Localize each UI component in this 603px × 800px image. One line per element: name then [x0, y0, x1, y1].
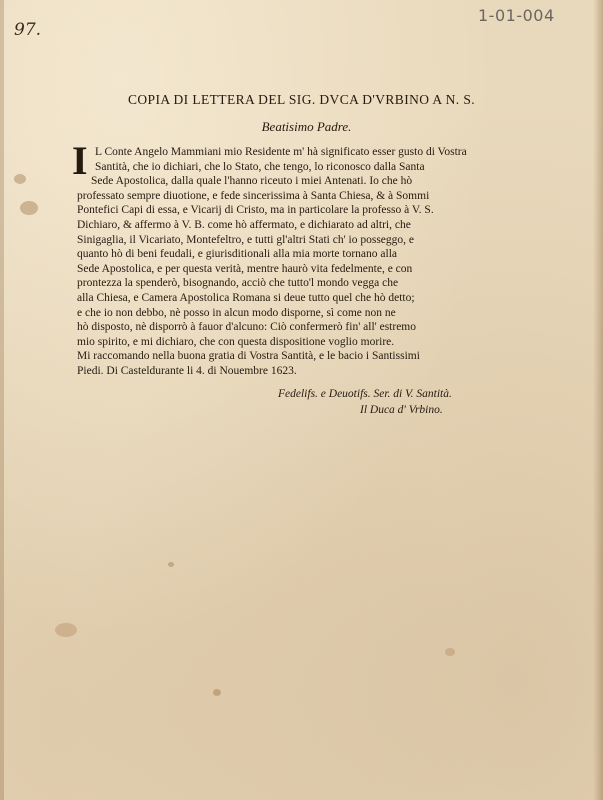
drop-cap: I: [72, 138, 88, 183]
archive-number: 1-01-004: [478, 6, 555, 25]
body-line: professato sempre diuotione, e fede sincerissima à Santa Chiesa, & à Sommi: [77, 189, 430, 202]
closing-line-2: Il Duca d' Vrbino.: [360, 404, 443, 416]
body-line: Sede Apostolica, e per questa verità, mentre haurò vita fedelmente, e con: [77, 262, 413, 275]
body-line: Pontefici Capi di essa, e Vicarij di Cristo, ma in particolare la professo à V. S.: [77, 204, 434, 217]
body-line: Sede Apostolica, dalla quale l'hanno riceuto i miei Antenati. Io che hò: [91, 175, 413, 188]
document-heading: COPIA DI LETTERA DEL SIG. DVCA D'VRBINO A N. S.: [128, 92, 475, 107]
foxing-stain: [213, 689, 221, 696]
body-line: Piedi. Di Casteldurante li 4. di Nouembre 1623.: [77, 364, 297, 377]
body-line: hò disposto, nè disporrò à fauor d'alcuno: Ciò confermerò fin' all' estremo: [77, 321, 416, 334]
foxing-stain: [445, 648, 455, 656]
foxing-stain: [14, 174, 26, 184]
letter-body: [77, 145, 529, 379]
foxing-stain: [55, 623, 77, 637]
foxing-stain: [20, 201, 38, 215]
body-line: Sinigaglia, il Vicariato, Montefeltro, e tutti gl'altri Stati ch' io posseggo, e: [77, 233, 414, 246]
body-line: L Conte Angelo Mammiani mio Residente m' hà significato esser gusto di Vostra: [95, 146, 467, 158]
body-line: Santità, che io dichiari, che lo Stato, che tengo, lo riconosco dalla Santa: [95, 160, 425, 173]
folio-number: 97.: [14, 20, 42, 40]
body-line: mio spirito, e mi dichiaro, che con questa dispositione voglio morire.: [77, 335, 395, 348]
body-line: Mi raccomando nella buona gratia di Vostra Santità, e le bacio i Santissimi: [77, 350, 420, 363]
salutation: Beatisimo Padre.: [261, 119, 352, 134]
body-line: prontezza la spenderò, bisognando, acciò che tutto'l mondo vegga che: [77, 277, 399, 290]
foxing-stain: [168, 562, 174, 567]
closing-signature: [278, 386, 452, 418]
closing-line-1: Fedelifs. e Deuotifs. Ser. di V. Santità.: [278, 388, 452, 400]
body-line: alla Chiesa, e Camera Apostolica Romana si deue tutto quel che hò detto;: [77, 291, 415, 304]
body-line: e che io non debbo, nè posso in alcun modo disporne, sì come non ne: [77, 306, 396, 319]
body-line: quanto hò di beni feudali, e giurisditionali alla mia morte tornano alla: [77, 248, 397, 261]
body-line: Dichiaro, & affermo à V. B. come hò affermato, e dichiarato ad altri, che: [77, 218, 411, 231]
